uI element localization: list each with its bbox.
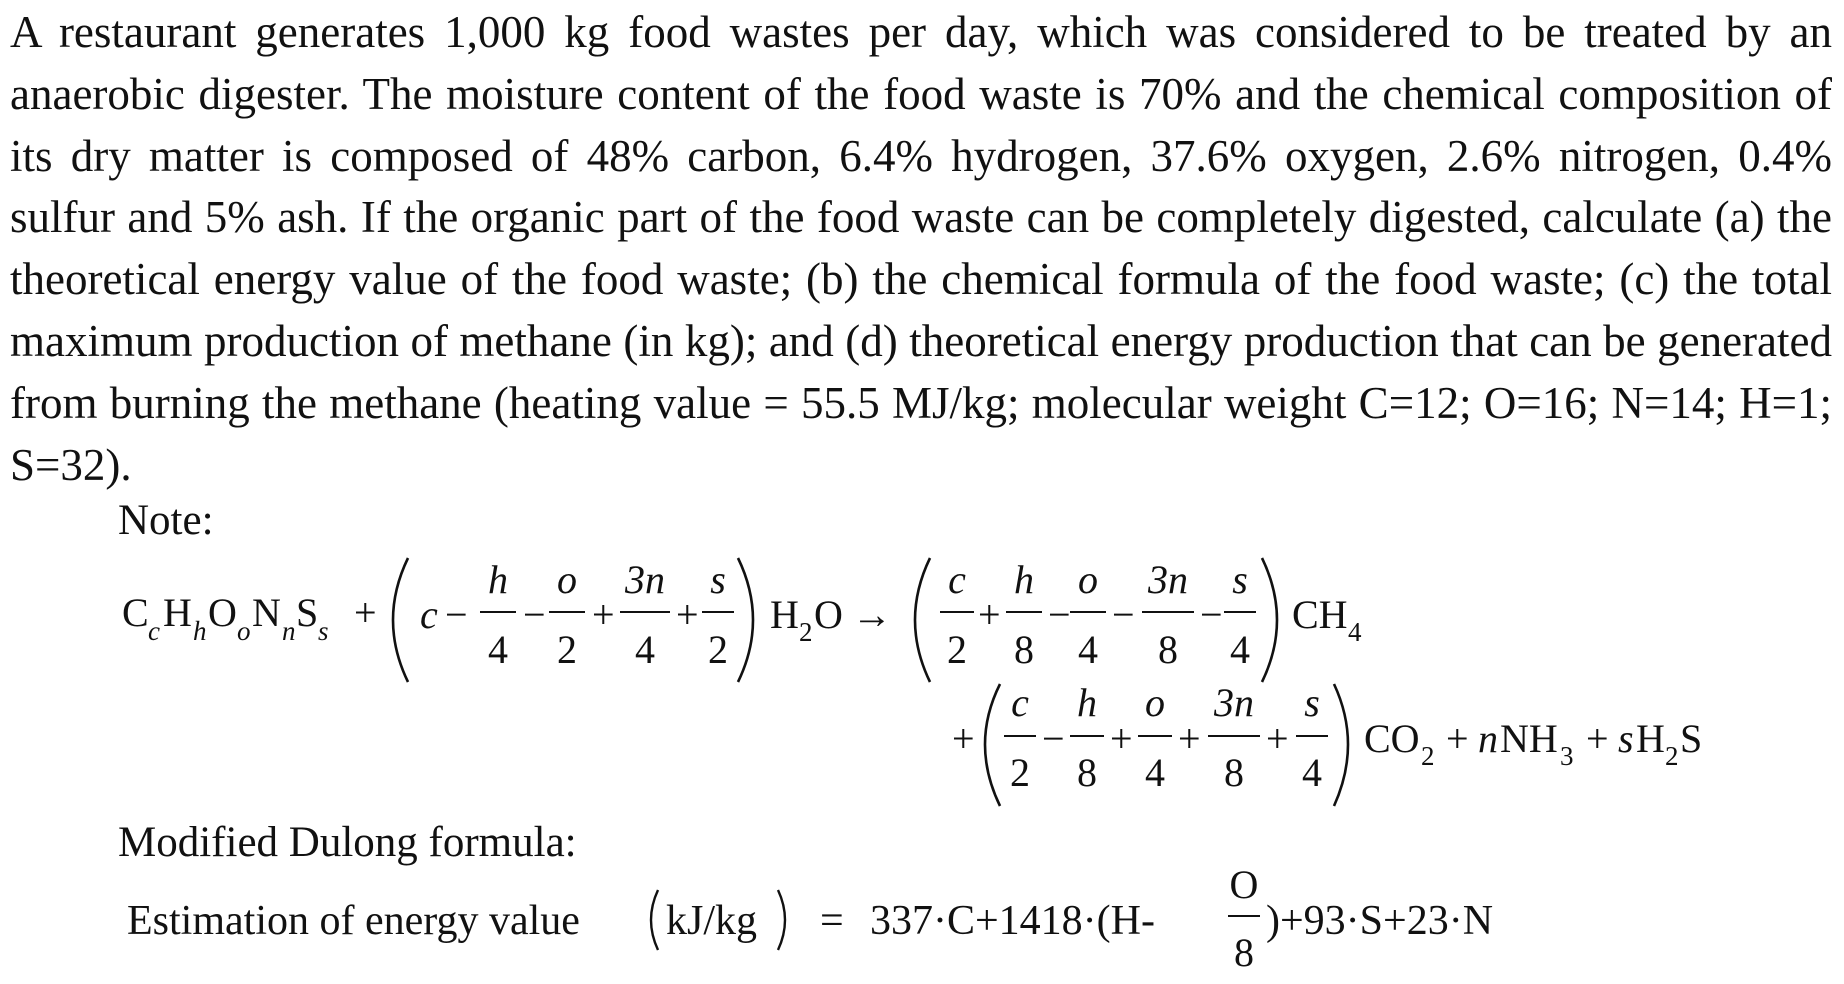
note-label: Note:: [118, 497, 214, 544]
plus-sign: +: [354, 590, 377, 635]
right-paren: [778, 890, 785, 950]
plus-sign: +: [676, 592, 699, 637]
co2-formula: [1364, 716, 1435, 771]
fraction-denominator: 8: [1014, 627, 1034, 672]
dulong-rhs-start: 337·C+1418·(H-: [870, 898, 1155, 944]
svg-text:CH: CH: [1292, 592, 1348, 637]
svg-text:4: 4: [1348, 617, 1362, 647]
fraction-denominator: 4: [1230, 627, 1250, 672]
fraction-numerator: h: [1014, 557, 1034, 602]
fraction-denominator: 4: [1078, 627, 1098, 672]
right-paren: [1262, 558, 1277, 682]
methane-formula: [1292, 592, 1362, 647]
svg-text:O: O: [814, 592, 843, 637]
sulfur-symbol: S: [296, 590, 319, 635]
fraction-numerator: o: [1078, 557, 1098, 602]
fraction-denominator: 4: [635, 627, 655, 672]
fraction-denominator: 2: [1010, 750, 1030, 795]
reactant-formula: [122, 590, 329, 646]
left-paren: [393, 558, 408, 682]
carbon-symbol: C: [122, 590, 149, 635]
reaction-products-line: [952, 680, 1702, 806]
fraction-numerator: c: [1011, 680, 1029, 725]
fraction-numerator: s: [1232, 557, 1248, 602]
dulong-label: Modified Dulong formula:: [118, 819, 577, 866]
oxygen-subscript: o: [237, 616, 251, 646]
fraction-numerator: 3n: [625, 557, 665, 602]
fraction-denominator: 8: [1158, 627, 1178, 672]
equals-sign: =: [820, 898, 844, 944]
dulong-lhs: Estimation of energy value: [127, 898, 580, 944]
dulong-units: kJ/kg: [666, 898, 758, 944]
right-paren: [738, 558, 753, 682]
reaction-arrow: →: [852, 592, 892, 637]
sign: +: [1178, 716, 1201, 761]
plus-sign: +: [1446, 716, 1469, 761]
svg-text:H: H: [1636, 716, 1665, 761]
nitrogen-subscript: n: [282, 616, 296, 646]
water-formula: [770, 592, 843, 647]
fraction-numerator: o: [1145, 680, 1165, 725]
minus-sign: −: [445, 592, 468, 637]
svg-text:H: H: [770, 592, 799, 637]
fraction-denominator: 4: [1145, 750, 1165, 795]
svg-text:n: n: [1478, 716, 1498, 761]
sign: +: [1266, 716, 1289, 761]
hydrogen-symbol: H: [163, 590, 192, 635]
svg-text:2: 2: [799, 617, 813, 647]
svg-text:2: 2: [1421, 741, 1435, 771]
carbon-subscript: c: [148, 616, 160, 646]
fraction-numerator: h: [488, 557, 508, 602]
plus-sign: +: [952, 716, 975, 761]
left-paren: [985, 684, 1000, 806]
nitrogen-symbol: N: [252, 590, 281, 635]
fraction-numerator: h: [1077, 680, 1097, 725]
svg-text:2: 2: [1665, 741, 1679, 771]
hydrogen-sulfide-formula: [1618, 716, 1702, 771]
sign: +: [1110, 716, 1133, 761]
right-paren: [1334, 684, 1348, 806]
fraction-numerator: O: [1229, 862, 1259, 907]
sign: −: [1200, 592, 1223, 637]
svg-text:s: s: [1618, 716, 1634, 761]
sign: +: [978, 592, 1001, 637]
dulong-equation: [127, 862, 1493, 975]
fraction-numerator: c: [948, 557, 966, 602]
svg-text:CO: CO: [1364, 716, 1420, 761]
fraction-numerator: s: [1304, 680, 1320, 725]
svg-text:S: S: [1680, 716, 1703, 761]
fraction-numerator: o: [557, 557, 577, 602]
left-paren: [915, 558, 930, 682]
fraction-denominator: 4: [488, 627, 508, 672]
left-paren: [651, 890, 658, 950]
sulfur-subscript: s: [318, 616, 329, 646]
fraction-denominator: 2: [557, 627, 577, 672]
water-coef-c: c: [420, 592, 438, 637]
plus-sign: +: [592, 592, 615, 637]
problem-statement: A restaurant generates 1,000 kg food wastes per day, which was considered to be treated by an anaerobic digester. The moisture content of the food waste is 70% and the chemical composition of its dry matter is composed of 48% carbon, 6.4% hydrogen, 37.6% oxygen, 2.6% nitrogen, 0.4% sulfur and 5% ash. If the organic part of the food waste can be completely digested, calculate (a) the theoretical energy value of the food waste; (b) the chemical formula of the food waste; (c) the total maximum production of methane (in kg); and (d) theoretical energy production that can be generated from burning the methane (heating value = 55.5 MJ/kg; molecular weight C=12; O=16; N=14; H=1; S=32).: [10, 7, 1832, 490]
sign: −: [1042, 716, 1065, 761]
sign: −: [1048, 592, 1071, 637]
plus-sign: +: [1586, 716, 1609, 761]
fraction-denominator: 2: [947, 627, 967, 672]
ammonia-formula: [1478, 716, 1574, 771]
minus-sign: −: [523, 592, 546, 637]
fraction-denominator: 8: [1077, 750, 1097, 795]
reaction-equation: [122, 557, 1362, 682]
oxygen-symbol: O: [208, 590, 237, 635]
fraction-numerator: 3n: [1148, 557, 1188, 602]
fraction-numerator: s: [710, 557, 726, 602]
dulong-rhs-end: )+93·S+23·N: [1266, 898, 1494, 944]
svg-text:3: 3: [1560, 741, 1574, 771]
svg-text:NH: NH: [1500, 716, 1558, 761]
fraction-denominator: 8: [1224, 750, 1244, 795]
sign: −: [1112, 592, 1135, 637]
fraction-denominator: 4: [1302, 750, 1322, 795]
fraction-denominator: 2: [708, 627, 728, 672]
fraction-numerator: 3n: [1214, 680, 1254, 725]
fraction-denominator: 8: [1234, 930, 1254, 975]
hydrogen-subscript: h: [193, 616, 207, 646]
